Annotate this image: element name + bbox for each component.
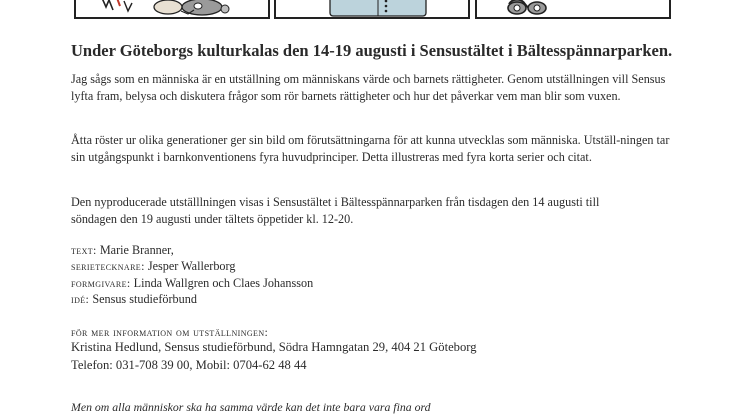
comic-panel-1 bbox=[74, 0, 270, 19]
credit-value: Jesper Wallerborg bbox=[147, 259, 236, 274]
credit-idea bbox=[71, 291, 313, 307]
paragraph-intro-2: Åtta röster ur olika generationer ger sin bild om förutsättningarna för att kunna utvecklas som människa. Utställ-ningen tar sin utgångspunkt i barnkonventionens fyra huvudprinciper. Detta illustreras med fyra korta serier och citat. bbox=[71, 133, 670, 164]
closing-quote: Men om alla människor ska ha samma värde kan det inte bara vara fina ord bbox=[71, 400, 431, 414]
comic-strip bbox=[74, 0, 671, 21]
credit-label: serietecknare: bbox=[71, 259, 145, 274]
paragraph-intro-1: Jag sågs som en människa är en utställning om människans värde och barnets rättigheter. Genom utställningen vill Sensus lyfta fram, belysa och diskutera frågor som rör barnets rättigheter och hur det påverkar vem man blir som vuxen. bbox=[71, 72, 666, 103]
credit-text bbox=[71, 242, 313, 258]
press-release bbox=[71, 40, 681, 414]
contact-address: Kristina Hedlund, Sensus studieförbund, Södra Hamngatan 29, 404 21 Göteborg bbox=[71, 340, 477, 354]
paragraph-intro-3: Den nyproducerade utställlningen visas i Sensustältet i Bältesspännarparken från tisdagen den 14 augusti till söndagen den 19 augusti under tältets öppetider kl. 12-20. bbox=[71, 195, 600, 226]
comic-panel-2 bbox=[274, 0, 470, 19]
credit-value: Linda Wallgren och Claes Johansson bbox=[133, 275, 314, 290]
comic-illustration-3 bbox=[477, 0, 671, 19]
contact-label: för mer information om utställningen: bbox=[71, 325, 269, 339]
contact-phone: Telefon: 031-708 39 00, Mobil: 0704-62 48 44 bbox=[71, 357, 307, 372]
credit-value: Sensus studieförbund bbox=[92, 292, 197, 307]
credit-illustrator bbox=[71, 258, 313, 274]
comic-illustration-2 bbox=[276, 0, 470, 19]
credits-list bbox=[71, 242, 313, 308]
credit-label: idé: bbox=[71, 292, 90, 307]
contact-info bbox=[71, 325, 477, 374]
credit-label: text: bbox=[71, 243, 97, 257]
page-heading: Under Göteborgs kulturkalas den 14-19 augusti i Sensustältet i Bältesspännarparken. bbox=[71, 41, 673, 60]
comic-panel-3 bbox=[475, 0, 671, 19]
credit-designer bbox=[71, 275, 313, 291]
credit-value: Marie Branner, bbox=[99, 243, 174, 257]
credit-label: formgivare: bbox=[71, 275, 131, 290]
comic-illustration-1 bbox=[76, 0, 270, 19]
